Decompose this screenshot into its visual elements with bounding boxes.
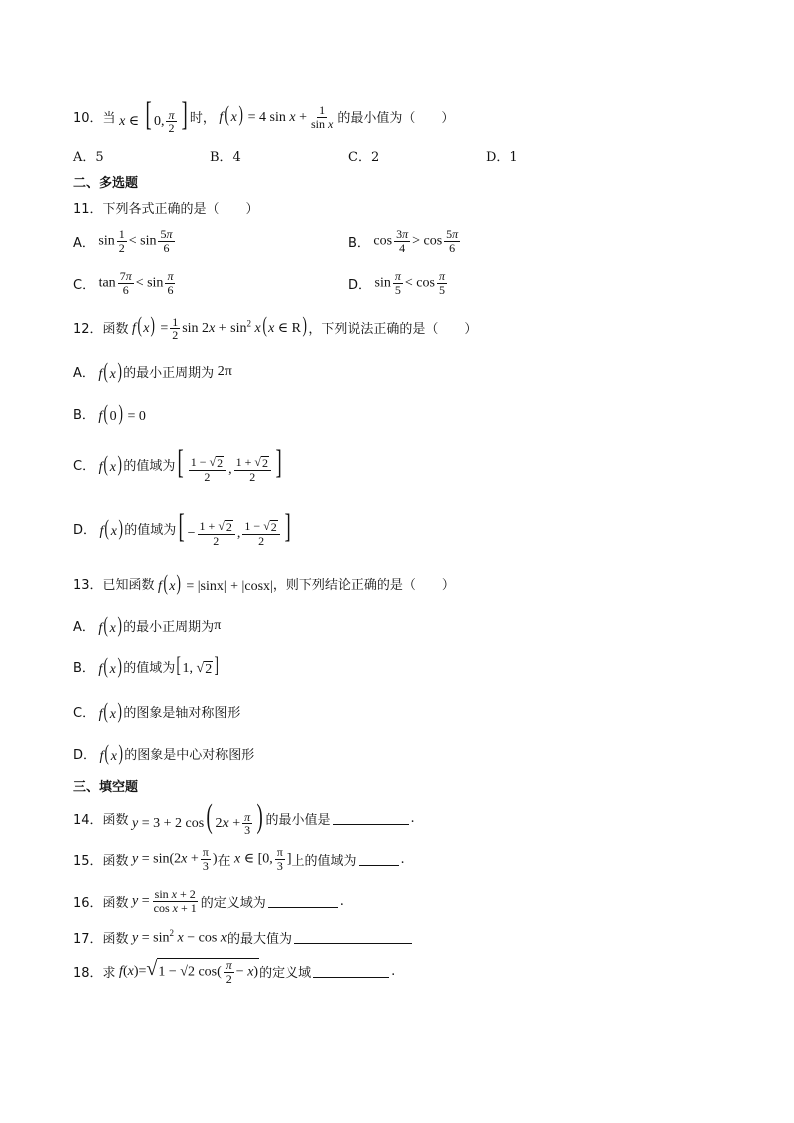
question-18: 18．求 f(x)= √ 1 − √2 cos( $\frac{\pi}{2}$ − x) 的定义域 . xyxy=(73,958,396,986)
question-14: 14．函数 y = 3 + 2 cos( 2x + $\frac{\pi}{3}$ ) 的最小值是 . xyxy=(73,798,415,838)
q12-option-c[interactable]: C． f(x) 的值域为 [ 1 − √ 2 2 , 1 + √ 2 2 ] xyxy=(73,444,282,484)
q13-option-d[interactable]: D． f(x) 的图象是中心对称图形 xyxy=(73,740,255,765)
q10-option-a[interactable]: A．5 xyxy=(73,150,104,165)
q12-option-a[interactable]: A． f(x) 的最小正周期为 2π xyxy=(73,358,232,383)
question-17: 17．函数 $y = \sin^2 x - \cos x$ 的最大值为 xyxy=(73,928,414,947)
question-13: 13．已知函数 f(x) = |sinx| + |cosx| ，则下列结论正确的是（ ） xyxy=(73,570,455,595)
q10-number: 10． xyxy=(73,110,103,126)
q13-option-b[interactable]: B． f(x) 的值域为 [1, √ 2 ] xyxy=(73,652,220,678)
question-16: 16．函数 y = $\frac{\text{sin x + 2}}{\text{cos x + 1}}$ 的定义域为 . xyxy=(73,887,344,915)
q10-option-c[interactable]: C．2 xyxy=(348,150,380,165)
question-15: 15．函数 y = sin(2x + $\frac{\pi}{3}$ ) 在 x ∈ [0, $\frac{\pi}{3}$ ] 上的值域为 . xyxy=(73,845,405,873)
q13-option-a[interactable]: A． f(x) 的最小正周期为 π xyxy=(73,612,222,637)
q12-option-d[interactable]: D． f(x) 的值域为 [ − 1 + √ 2 2 , 1 − √ 2 2 ] xyxy=(73,508,291,548)
section-fill-in-heading: 三、填空题 xyxy=(73,780,139,795)
q12-option-b[interactable]: B． f(0) = 0 xyxy=(73,400,146,425)
question-12: 12．函数 f(x) = $\frac{1}{2}$ $\sin 2x + \sin^2 x(x$ ∈ R) ，下列说法正确的是（ ） xyxy=(73,312,478,343)
q11-option-a[interactable]: A． sin $\frac{1}{2}$ < sin $\frac{5\pi}{6}$ xyxy=(73,227,173,255)
q11-option-c[interactable]: C． tan $\frac{7\pi}{6}$ < sin $\frac{\pi}{6}$ xyxy=(73,269,174,297)
q10-domain: x ∈ [ 0, $\frac{\pi}{2}$ ] xyxy=(119,96,188,136)
q10-option-d[interactable]: D．1 xyxy=(486,150,518,165)
q17-answer-blank[interactable] xyxy=(294,931,412,944)
q11-option-d[interactable]: D． sin $\frac{\pi}{5}$ < cos $\frac{\pi}{5}$ xyxy=(348,269,445,297)
section-multiple-choice-heading: 二、多选题 xyxy=(73,176,139,191)
q10-option-b[interactable]: B．4 xyxy=(210,150,241,165)
question-10: 10． 当 x ∈ [ 0, $\frac{\pi}{2}$ ] 时， f(x) = 4 sin x + $\frac{1}{\text{sin x}}$ 的最小值为（ ） xyxy=(73,96,455,136)
question-11: 11．下列各式正确的是（ ） xyxy=(73,202,259,217)
q15-answer-blank[interactable] xyxy=(359,853,399,866)
q10-function: f(x) = 4 sin x + $\frac{1}{\text{sin x}}$ xyxy=(219,100,334,131)
q16-answer-blank[interactable] xyxy=(268,895,338,908)
q18-answer-blank[interactable] xyxy=(313,965,389,978)
q14-answer-blank[interactable] xyxy=(333,812,409,825)
q11-option-b[interactable]: B． cos $\frac{3\pi}{4}$ > cos $\frac{5\pi}{6}$ xyxy=(348,227,459,255)
q13-option-c[interactable]: C． f(x) 的图象是轴对称图形 xyxy=(73,698,241,723)
